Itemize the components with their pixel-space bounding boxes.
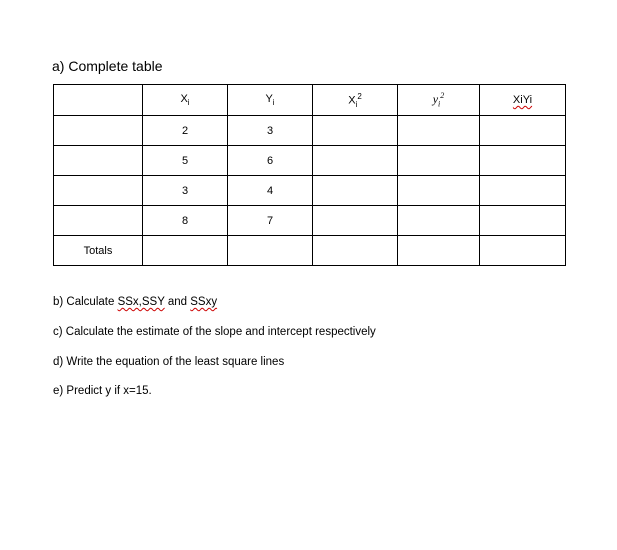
cell-y: 7 xyxy=(228,206,313,236)
cell-y2 xyxy=(398,176,480,206)
cell-xy xyxy=(480,116,566,146)
header-xi-squared: $X_i^2$ xyxy=(313,85,398,116)
header-xiyi: XiYi xyxy=(480,85,566,116)
cell-y xyxy=(228,236,313,266)
cell-x: 3 xyxy=(143,176,228,206)
question-b: b) Calculate SSx,SSY and SSxy xyxy=(53,296,218,308)
header-yi-squared: $y_i^2$ xyxy=(398,85,480,116)
cell-x2 xyxy=(313,206,398,236)
header-xi: $X_i$ xyxy=(143,85,228,116)
header-yi: $Y_i$ xyxy=(228,85,313,116)
cell-x2 xyxy=(313,236,398,266)
table-row xyxy=(54,116,566,146)
totals-label: Totals xyxy=(54,236,143,266)
question-c: c) Calculate the estimate of the slope and intercept respectively xyxy=(53,326,376,338)
cell-x: 8 xyxy=(143,206,228,236)
table-row xyxy=(54,176,566,206)
cell-x: 2 xyxy=(143,116,228,146)
cell-y2 xyxy=(398,206,480,236)
table-header-row xyxy=(54,85,566,116)
table-row xyxy=(54,146,566,176)
row-label xyxy=(54,146,143,176)
cell-y: 4 xyxy=(228,176,313,206)
header-blank-cell xyxy=(54,85,143,116)
page-heading: a) Complete table xyxy=(52,58,163,74)
table-row xyxy=(54,206,566,236)
cell-xy xyxy=(480,236,566,266)
cell-y2 xyxy=(398,236,480,266)
cell-x2 xyxy=(313,176,398,206)
row-label xyxy=(54,116,143,146)
cell-y2 xyxy=(398,116,480,146)
row-label xyxy=(54,206,143,236)
data-table xyxy=(53,84,566,266)
cell-xy xyxy=(480,206,566,236)
cell-xy xyxy=(480,176,566,206)
cell-xy xyxy=(480,146,566,176)
cell-x2 xyxy=(313,116,398,146)
cell-y: 6 xyxy=(228,146,313,176)
cell-y: 3 xyxy=(228,116,313,146)
question-d: d) Write the equation of the least square lines xyxy=(53,356,285,368)
question-e: e) Predict y if x=15. xyxy=(53,385,152,397)
table-totals-row xyxy=(54,236,566,266)
cell-x2 xyxy=(313,146,398,176)
cell-x xyxy=(143,236,228,266)
row-label xyxy=(54,176,143,206)
cell-y2 xyxy=(398,146,480,176)
cell-x: 5 xyxy=(143,146,228,176)
